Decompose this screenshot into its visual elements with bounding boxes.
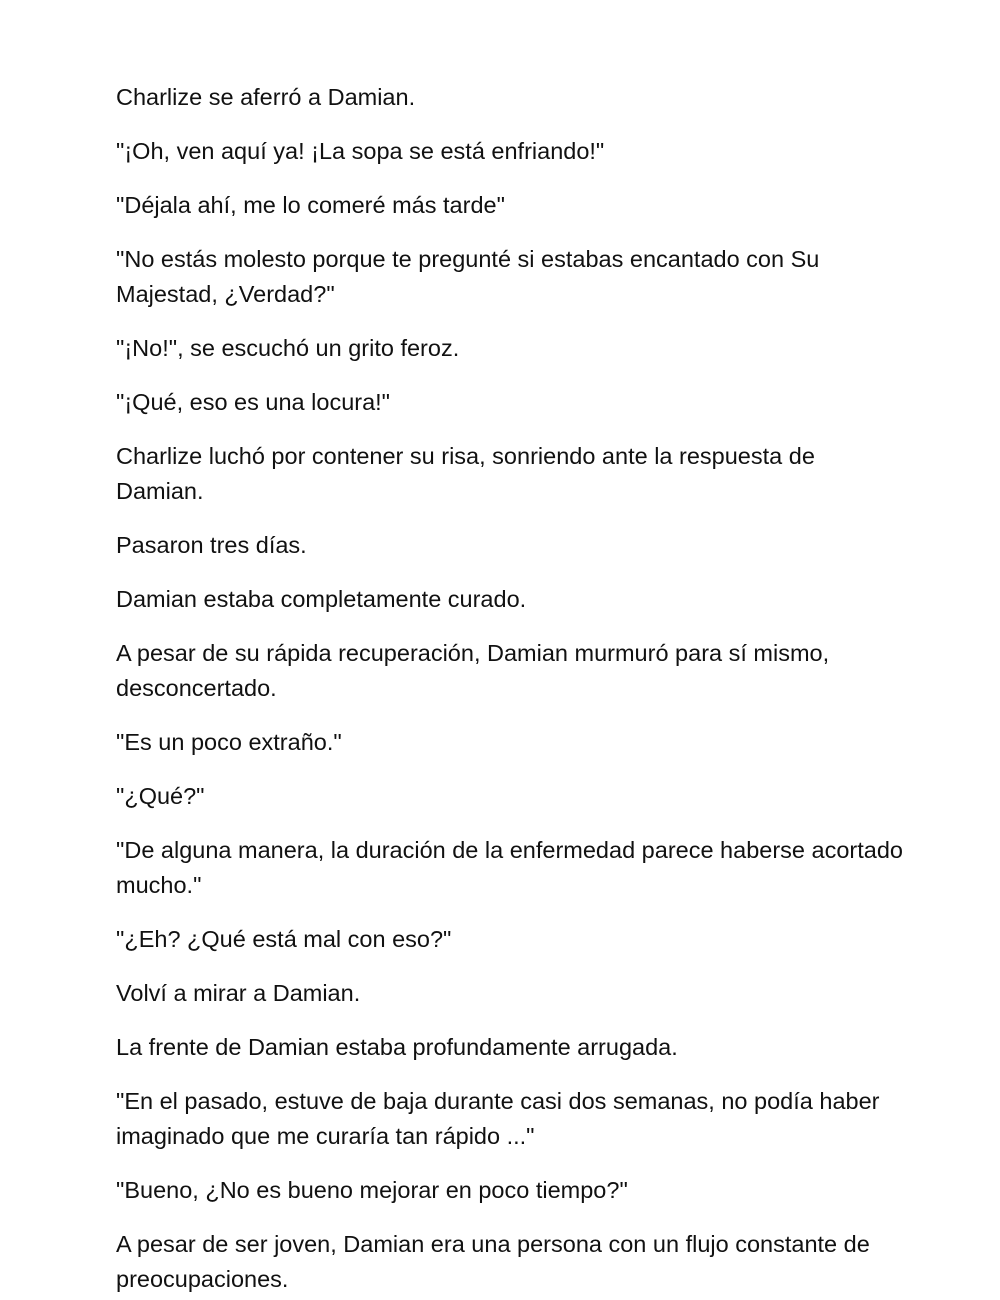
paragraph-5: "¡No!", se escuchó un grito feroz. <box>116 335 460 361</box>
paragraph-17: "En el pasado, estuve de baja durante casi dos semanas, no podía haber imaginado que me curaría tan rápido ..." <box>116 1088 880 1149</box>
paragraph-6: "¡Qué, eso es una locura!" <box>116 389 391 415</box>
paragraph-19: A pesar de ser joven, Damian era una persona con un flujo constante de preocupaciones. <box>116 1231 870 1292</box>
paragraph-7: Charlize luchó por contener su risa, sonriendo ante la respuesta de Damian. <box>116 443 815 504</box>
paragraph-15: Volví a mirar a Damian. <box>116 980 361 1006</box>
paragraph-14: "¿Eh? ¿Qué está mal con eso?" <box>116 926 452 952</box>
paragraph-3: "Déjala ahí, me lo comeré más tarde" <box>116 192 505 218</box>
paragraph-2: "¡Oh, ven aquí ya! ¡La sopa se está enfriando!" <box>116 138 605 164</box>
text-body <box>116 80 906 1300</box>
paragraph-11: "Es un poco extraño." <box>116 729 342 755</box>
paragraph-12: "¿Qué?" <box>116 783 205 809</box>
paragraph-18: "Bueno, ¿No es bueno mejorar en poco tiempo?" <box>116 1177 628 1203</box>
paragraph-13: "De alguna manera, la duración de la enfermedad parece haberse acortado mucho." <box>116 837 903 898</box>
paragraph-10: A pesar de su rápida recuperación, Damian murmuró para sí mismo, desconcertado. <box>116 640 830 701</box>
paragraph-16: La frente de Damian estaba profundamente arrugada. <box>116 1034 678 1060</box>
paragraph-4: "No estás molesto porque te pregunté si estabas encantado con Su Majestad, ¿Verdad?" <box>116 246 820 307</box>
paragraph-8: Pasaron tres días. <box>116 532 307 558</box>
paragraph-1: Charlize se aferró a Damian. <box>116 84 416 110</box>
paragraph-9: Damian estaba completamente curado. <box>116 586 527 612</box>
